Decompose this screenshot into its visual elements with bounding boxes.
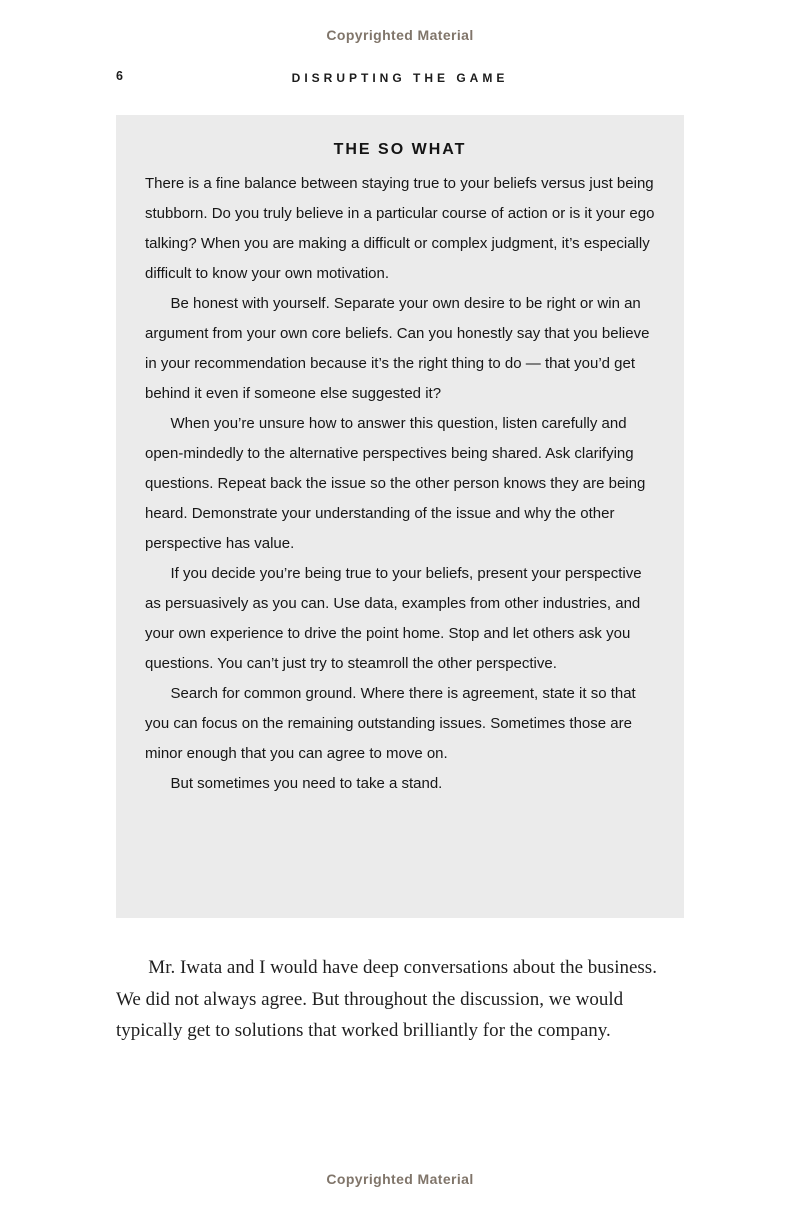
callout-paragraph: Be honest with yourself. Separate your own desire to be right or win an argument from your own core beliefs. Can you honestly say that you believe in your recommendation because it’s the right thing to do — that you’d get behind it even if someone else suggested it? [145,295,650,402]
page-header [116,69,684,85]
body-paragraph: Mr. Iwata and I would have deep conversations about the business. We did not always agree. But throughout the discussion, we would typically get to solutions that worked brilliantly for the company. [116,957,657,1041]
body-text [116,952,684,1047]
page-number: 6 [116,69,123,83]
running-head: DISRUPTING THE GAME [291,71,509,85]
callout-paragraph: When you’re unsure how to answer this question, listen carefully and open-mindedly to the alternative perspectives being shared. Ask clarifying questions. Repeat back the issue so the other person knows they are being heard. Demonstrate your understanding of the issue and why the other perspective has value. [145,415,646,552]
callout-paragraph: Search for common ground. Where there is agreement, state it so that you can focus on the remaining outstanding issues. Sometimes those are minor enough that you can agree to move on. [145,685,636,762]
callout-paragraph: But sometimes you need to take a stand. [170,775,443,792]
callout-box [116,115,684,918]
callout-title: THE SO WHAT [333,141,467,158]
callout-paragraph: If you decide you’re being true to your beliefs, present your perspective as persuasively as you can. Use data, examples from other industries, and your own experience to drive the point home. Stop and let others ask you questions. You can’t just try to steamroll the other perspective. [145,565,642,672]
callout-paragraph: There is a fine balance between staying true to your beliefs versus just being stubborn. Do you truly believe in a particular course of action or is it your ego talking? When you are making a difficult or complex judgment, it’s especially difficult to know your own motivation. [145,175,655,282]
copyright-notice-top: Copyrighted Material [326,27,474,43]
copyright-notice-bottom: Copyrighted Material [326,1171,474,1187]
